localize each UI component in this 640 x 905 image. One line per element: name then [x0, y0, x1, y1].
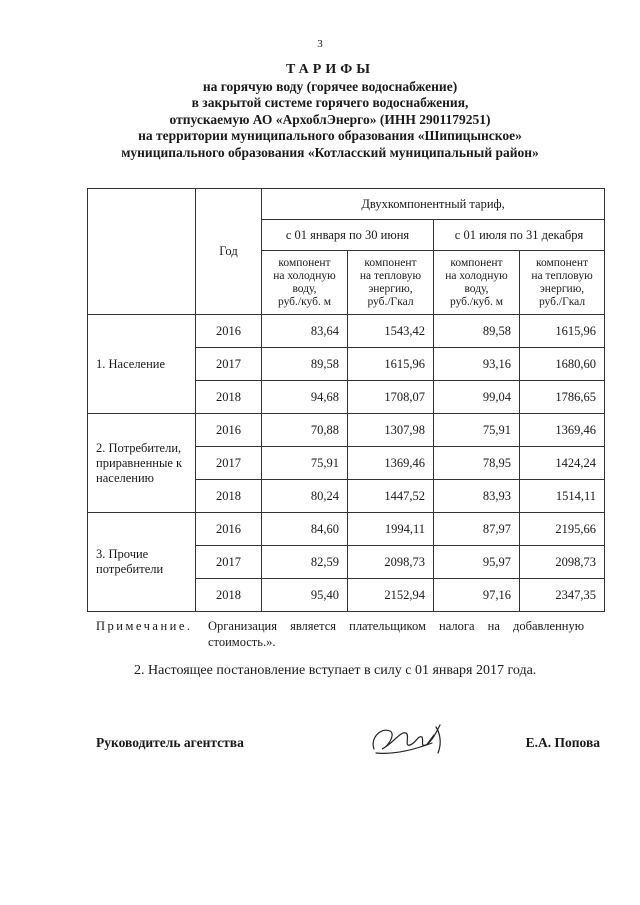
- value-cell: 1307,98: [348, 414, 434, 447]
- value-cell: 1424,24: [520, 447, 605, 480]
- tariff-table: [87, 188, 605, 612]
- year-cell: 2017: [196, 348, 262, 381]
- value-cell: 83,64: [262, 315, 348, 348]
- period-2-header: с 01 июля по 31 декабря: [434, 220, 605, 251]
- value-cell: 82,59: [262, 546, 348, 579]
- year-cell: 2016: [196, 315, 262, 348]
- tariff-header: Двухкомпонентный тариф,: [262, 189, 605, 220]
- table-row: [88, 513, 605, 546]
- note: [96, 618, 600, 650]
- value-cell: 1994,11: [348, 513, 434, 546]
- table-row: [88, 315, 605, 348]
- group-label: 1. Население: [88, 315, 196, 414]
- value-cell: 1708,07: [348, 381, 434, 414]
- period-1-header: с 01 января по 30 июня: [262, 220, 434, 251]
- value-cell: 2195,66: [520, 513, 605, 546]
- title-line: на территории муниципального образования «Шипицынское»: [138, 128, 522, 143]
- signatory-name: Е.А. Попова: [525, 735, 600, 750]
- title-line: отпускаемую АО «АрхоблЭнерго» (ИНН 2901179251): [169, 111, 491, 127]
- value-cell: 94,68: [262, 381, 348, 414]
- value-cell: 2098,73: [520, 546, 605, 579]
- note-label: Примечание.: [96, 619, 193, 633]
- value-cell: 1369,46: [348, 447, 434, 480]
- year-cell: 2016: [196, 414, 262, 447]
- year-cell: 2017: [196, 447, 262, 480]
- value-cell: 80,24: [262, 480, 348, 513]
- corner-cell: [88, 189, 196, 315]
- title-main: ТАРИФЫ: [286, 62, 374, 77]
- value-cell: 1786,65: [520, 381, 605, 414]
- year-cell: 2018: [196, 579, 262, 612]
- group-label: 3. Прочие потребители: [88, 513, 196, 612]
- value-cell: 1680,60: [520, 348, 605, 381]
- value-cell: 95,97: [434, 546, 520, 579]
- value-cell: 70,88: [262, 414, 348, 447]
- year-column-header: Год: [196, 189, 262, 315]
- value-cell: 1369,46: [520, 414, 605, 447]
- value-cell: 93,16: [434, 348, 520, 381]
- comp-cold-header: компонент на холодную воду, руб./куб. м: [262, 251, 348, 315]
- comp-heat-header: компонент на тепловую энергию, руб./Гкал: [520, 251, 605, 315]
- value-cell: 1543,42: [348, 315, 434, 348]
- signature-image: [366, 713, 456, 763]
- title-line: муниципального образования «Котласский муниципальный район»: [121, 144, 539, 160]
- value-cell: 2152,94: [348, 579, 434, 612]
- table-row: [88, 414, 605, 447]
- value-cell: 97,16: [434, 579, 520, 612]
- value-cell: 2347,35: [520, 579, 605, 612]
- decree-text: 2. Настоящее постановление вступает в силу с 01 января 2017 года.: [134, 663, 537, 678]
- note-text-continued: стоимость.».: [208, 635, 276, 649]
- year-cell: 2018: [196, 381, 262, 414]
- signature-block: [96, 735, 600, 775]
- value-cell: 78,95: [434, 447, 520, 480]
- value-cell: 89,58: [434, 315, 520, 348]
- value-cell: 75,91: [434, 414, 520, 447]
- comp-cold-header: компонент на холодную воду, руб./куб. м: [434, 251, 520, 315]
- page-number: 3: [317, 38, 323, 50]
- value-cell: 99,04: [434, 381, 520, 414]
- value-cell: 95,40: [262, 579, 348, 612]
- value-cell: 2098,73: [348, 546, 434, 579]
- value-cell: 1447,52: [348, 480, 434, 513]
- value-cell: 84,60: [262, 513, 348, 546]
- title-line: в закрытой системе горячего водоснабжения,: [191, 95, 469, 110]
- title-line: на горячую воду (горячее водоснабжение): [202, 78, 458, 94]
- value-cell: 1615,96: [348, 348, 434, 381]
- year-cell: 2018: [196, 480, 262, 513]
- value-cell: 75,91: [262, 447, 348, 480]
- value-cell: 87,97: [434, 513, 520, 546]
- group-label: 2. Потребители, приравненные к населению: [88, 414, 196, 513]
- document-title: [60, 62, 600, 161]
- comp-heat-header: компонент на тепловую энергию, руб./Гкал: [348, 251, 434, 315]
- value-cell: 1514,11: [520, 480, 605, 513]
- year-cell: 2017: [196, 546, 262, 579]
- year-cell: 2016: [196, 513, 262, 546]
- note-text: Организация является плательщиком налога на добавленную: [208, 619, 585, 633]
- signatory-role: Руководитель агентства: [96, 735, 244, 750]
- value-cell: 89,58: [262, 348, 348, 381]
- value-cell: 83,93: [434, 480, 520, 513]
- value-cell: 1615,96: [520, 315, 605, 348]
